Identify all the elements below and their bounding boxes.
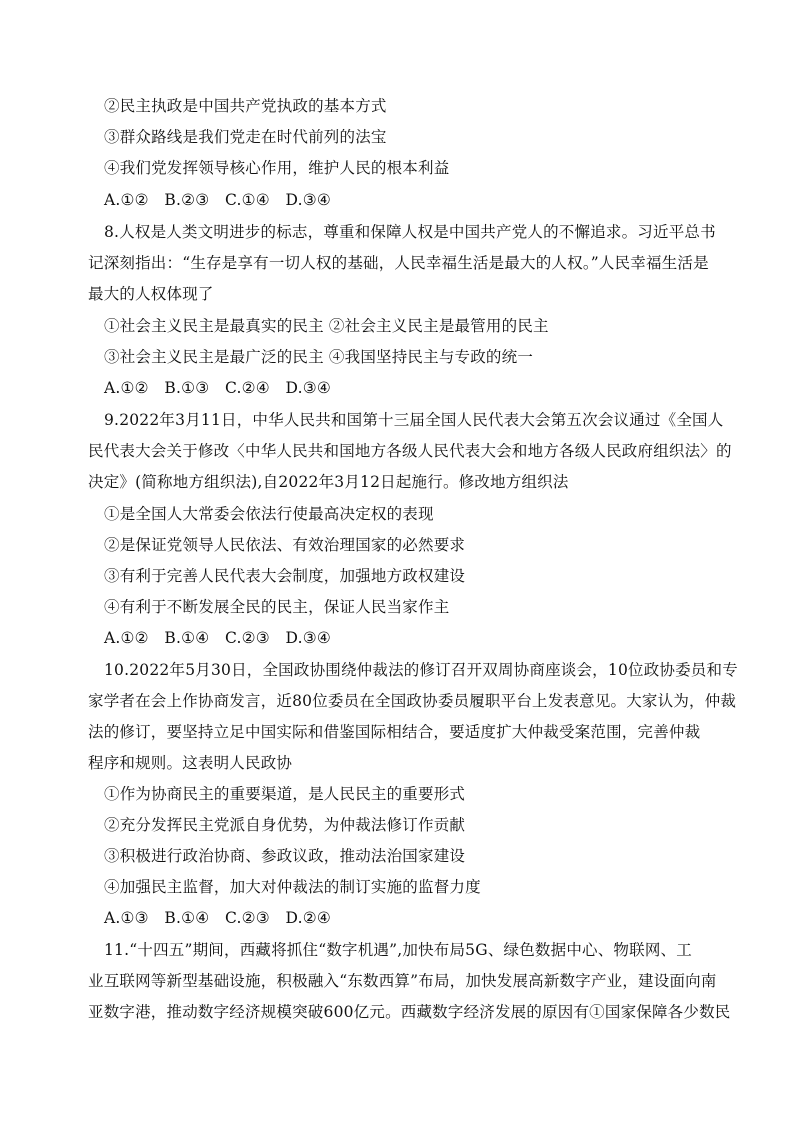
question-8-text: 最大的人权体现了 bbox=[88, 285, 214, 303]
answer-choices: A.①③ B.①④ C.②③ D.②④ bbox=[104, 909, 331, 927]
question-10-text: 家学者在会上作协商发言，近80位委员在全国政协委员履职平台上发表意见。大家认为，仲裁 bbox=[88, 692, 737, 710]
question-10-text: 法的修订，要坚持立足中国实际和借鉴国际相结合，要适度扩大仲裁受案范围，完善仲裁 bbox=[88, 723, 701, 741]
option-line: ③有利于完善人民代表大会制度，加强地方政权建设 bbox=[104, 567, 466, 585]
option-line: ③积极进行政治协商、参政议政，推动法治国家建设 bbox=[104, 847, 466, 865]
option-line: ②充分发挥民主党派自身优势，为仲裁法修订作贡献 bbox=[104, 816, 466, 834]
option-line: ③群众路线是我们党走在时代前列的法宝 bbox=[104, 128, 387, 146]
question-9-text: 民代表大会关于修改〈中华人民共和国地方各级人民代表大会和地方各级人民政府组织法〉的 bbox=[88, 442, 732, 460]
question-10-text: 程序和规则。这表明人民政协 bbox=[88, 754, 293, 772]
question-9-text: 9.2022年3月11日，中华人民共和国第十三届全国人民代表大会第五次会议通过《全国人 bbox=[104, 411, 724, 429]
option-line: ④我们党发挥领导核心作用，维护人民的根本利益 bbox=[104, 159, 450, 177]
question-11-text: 业互联网等新型基础设施，积极融入“东数西算”布局，加快发展高新数字产业，建设面向南 bbox=[88, 972, 717, 990]
answer-choices: A.①② B.①③ C.②④ D.③④ bbox=[104, 379, 331, 397]
question-8-text: 8.人权是人类文明进步的标志，尊重和保障人权是中国共产党人的不懈追求。习近平总书 bbox=[104, 223, 716, 241]
question-8-text: 记深刻指出：“生存是享有一切人权的基础，人民幸福生活是最大的人权。”人民幸福生活是 bbox=[88, 254, 709, 272]
option-line: ①是全国人大常委会依法行使最高决定权的表现 bbox=[104, 505, 434, 523]
question-10-text: 10.2022年5月30日，全国政协围绕仲裁法的修订召开双周协商座谈会，10位政协委员和专 bbox=[104, 661, 738, 679]
question-9-text: 决定》(简称地方组织法),自2022年3月12日起施行。修改地方组织法 bbox=[88, 473, 569, 491]
question-11-text: 亚数字港，推动数字经济规模突破600亿元。西藏数字经济发展的原因有①国家保障各少数民 bbox=[88, 1003, 731, 1021]
option-line: ③社会主义民主是最广泛的民主 ④我国坚持民主与专政的统一 bbox=[104, 348, 534, 366]
answer-choices: A.①② B.①④ C.②③ D.③④ bbox=[104, 629, 331, 647]
option-line: ②民主执政是中国共产党执政的基本方式 bbox=[104, 97, 387, 115]
option-line: ④有利于不断发展全民的民主，保证人民当家作主 bbox=[104, 598, 450, 616]
option-line: ①社会主义民主是最真实的民主 ②社会主义民主是最管用的民主 bbox=[104, 317, 549, 335]
question-11-text: 11.“十四五”期间，西藏将抓住“数字机遇”,加快布局5G、绿色数据中心、物联网、工 bbox=[104, 941, 692, 959]
option-line: ②是保证党领导人民依法、有效治理国家的必然要求 bbox=[104, 536, 466, 554]
option-line: ①作为协商民主的重要渠道，是人民民主的重要形式 bbox=[104, 785, 466, 803]
option-line: ④加强民主监督，加大对仲裁法的制订实施的监督力度 bbox=[104, 878, 481, 896]
answer-choices: A.①② B.②③ C.①④ D.③④ bbox=[104, 191, 331, 209]
